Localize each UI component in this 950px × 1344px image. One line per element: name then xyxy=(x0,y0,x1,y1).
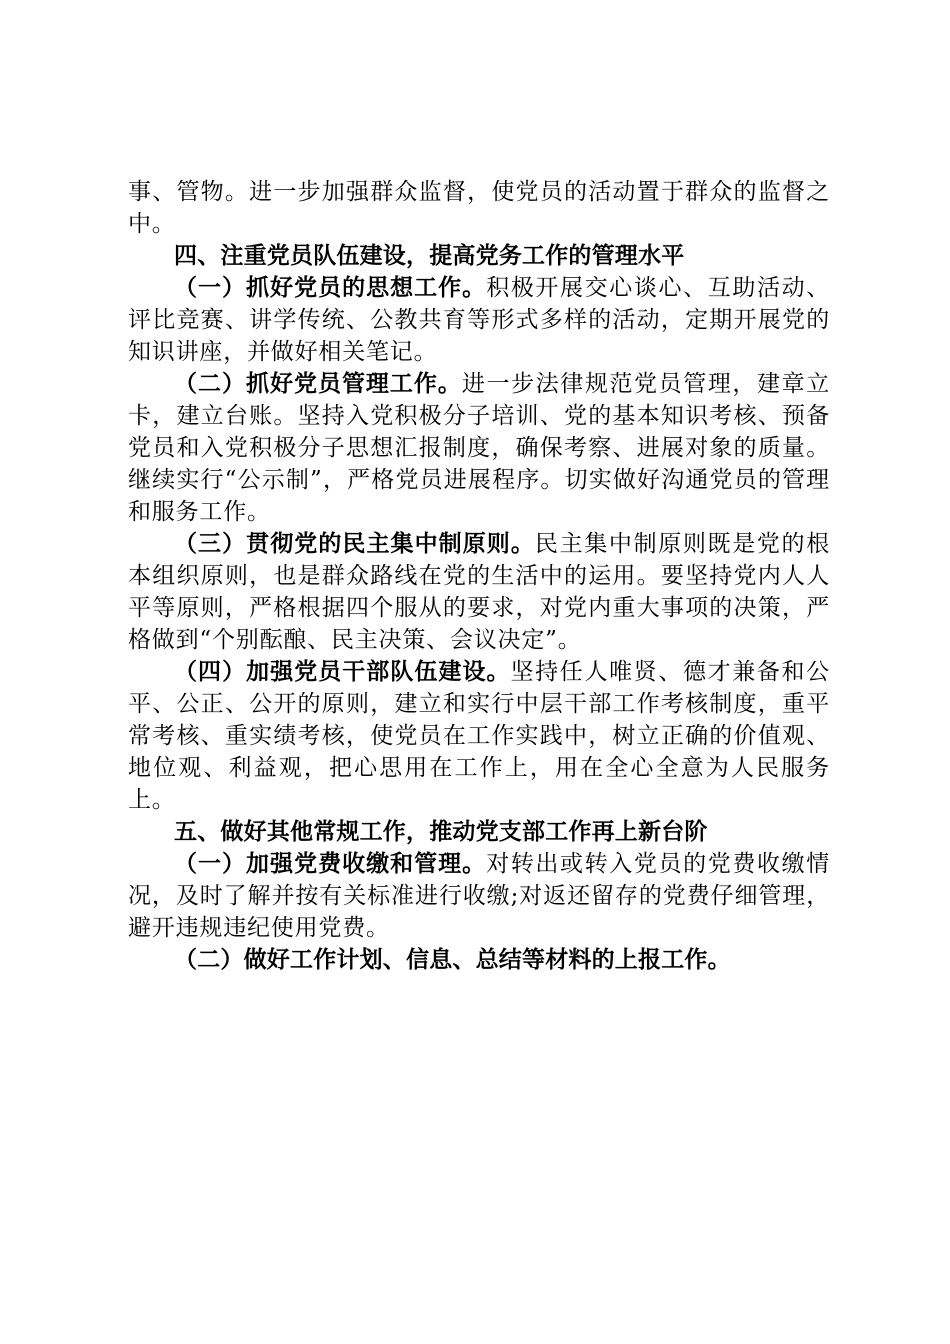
item-lead: （二）抓好党员管理工作。 xyxy=(174,371,462,397)
section-4-item-2 xyxy=(128,368,830,528)
item-body: 对转出或转入党员的党费收缴情况，及时了解并按有关标准进行收缴;对返还留存的党费仔细管理，避开违规违纪使用党费。 xyxy=(128,851,830,941)
section-5-item-1 xyxy=(128,848,830,944)
document-body xyxy=(128,176,830,976)
item-lead: （二）做好工作计划、信息、总结等材料的上报工作。 xyxy=(174,947,731,973)
section-5-heading: 五、做好其他常规工作，推动党支部工作再上新台阶 xyxy=(174,819,708,845)
item-body: 民主集中制原则既是党的根本组织原则，也是群众路线在党的生活中的运用。要坚持党内人人平等原则，严格根据四个服从的要求，对党内重大事项的决策，严格做到“个别酝酿、民主决策、会议决定”。 xyxy=(128,531,830,653)
item-body: 进一步法律规范党员管理，建章立卡，建立台账。坚持入党积极分子培训、党的基本知识考核、预备党员和入党积极分子思想汇报制度，确保考察、进展对象的质量。继续实行“公示制”，严格党员进展程序。切实做好沟通党员的管理和服务工作。 xyxy=(128,371,830,525)
section-4-heading: 四、注重党员队伍建设，提高党务工作的管理水平 xyxy=(174,243,685,269)
item-body: 坚持任人唯贤、德才兼备和公平、公正、公开的原则，建立和实行中层干部工作考核制度，重平常考核、重实绩考核，使党员在工作实践中，树立正确的价值观、地位观、利益观，把心思用在工作上，用在全心全意为人民服务上。 xyxy=(128,659,830,813)
item-lead: （三）贯彻党的民主集中制原则。 xyxy=(174,531,535,557)
section-4-item-1 xyxy=(128,272,830,368)
item-body: 积极开展交心谈心、互助活动、评比竞赛、讲学传统、公教共育等形式多样的活动，定期开展党的知识讲座，并做好相关笔记。 xyxy=(128,275,830,365)
continuation-paragraph: 事、管物。进一步加强群众监督，使党员的活动置于群众的监督之中。 xyxy=(128,179,830,237)
item-lead: （一）加强党费收缴和管理。 xyxy=(174,851,487,877)
section-4-item-4 xyxy=(128,656,830,816)
section-5-item-2 xyxy=(128,944,830,976)
item-lead: （一）抓好党员的思想工作。 xyxy=(174,275,487,301)
section-4-item-3 xyxy=(128,528,830,656)
item-lead: （四）加强党员干部队伍建设。 xyxy=(174,659,511,685)
